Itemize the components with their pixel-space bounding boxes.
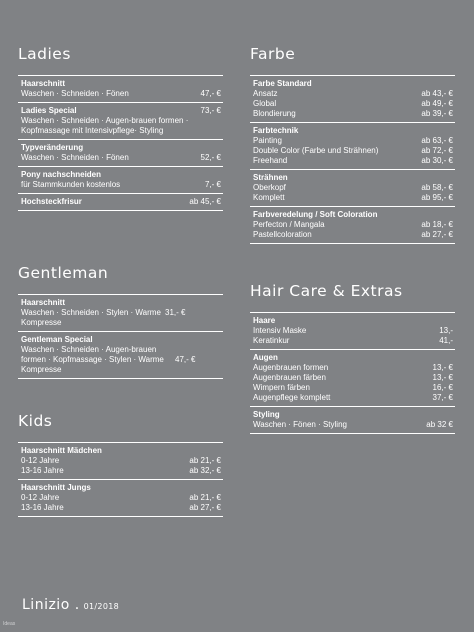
service-description: Waschen · Schneiden · Stylen · Warme Kompresse: [21, 308, 161, 327]
group-title: Farbtechnik: [253, 126, 299, 135]
price-group-farbveredelung: [250, 207, 455, 244]
service-description: Intensiv Maske: [253, 326, 307, 335]
service-description: Pastellcoloration: [253, 230, 312, 239]
service-description: Keratinkur: [253, 336, 290, 345]
group-title: Strähnen: [253, 173, 288, 182]
price-group-ladies-pony: [18, 167, 223, 194]
price: ab 21,- €: [189, 456, 221, 465]
corner-watermark: Ideas: [3, 621, 16, 627]
price: ab 49,- €: [421, 99, 453, 108]
price: ab 32 €: [426, 420, 453, 429]
price-row: [253, 336, 453, 346]
service-description: für Stammkunden kostenlos: [21, 180, 121, 189]
group-title: Augen: [253, 353, 278, 362]
service-description: Blondierung: [253, 109, 296, 118]
price-row: [253, 136, 453, 146]
price: ab 27,- €: [189, 503, 221, 512]
service-description: Double Color (Farbe und Strähnen): [253, 146, 379, 155]
footer-date: 01/2018: [83, 602, 119, 611]
price-row: [253, 146, 453, 156]
service-description: Wimpern färben: [253, 383, 310, 392]
price-row: [21, 456, 221, 466]
price: ab 43,- €: [421, 89, 453, 98]
service-description: 0-12 Jahre: [21, 493, 60, 502]
price: 47,- €: [200, 89, 221, 98]
service-description: 13-16 Jahre: [21, 466, 64, 475]
price-group-kids-jungs: [18, 480, 223, 517]
price: ab 27,- €: [421, 230, 453, 239]
group-title: Ladies Special: [21, 106, 77, 115]
price: ab 63,- €: [421, 136, 453, 145]
service-description: 0-12 Jahre: [21, 456, 60, 465]
service-description: Waschen · Schneiden · Augen-brauen formen · Kopfmassage mit Intensivpflege· Styling: [21, 116, 189, 135]
price: 37,- €: [432, 393, 453, 402]
service-description: Waschen · Fönen · Styling: [253, 420, 347, 429]
group-title: Haarschnitt: [21, 79, 66, 88]
price-row: [21, 493, 221, 503]
price-row: [253, 383, 453, 393]
price-row: [253, 363, 453, 373]
price-group-straehnen: [250, 170, 455, 207]
group-title: Farbe Standard: [253, 79, 312, 88]
price: 13,-: [439, 326, 453, 335]
price: 47,- €: [175, 355, 196, 364]
price-group-ladies-typveraenderung: [18, 140, 223, 167]
section-gentleman: [18, 264, 223, 379]
price: 73,- €: [200, 106, 221, 115]
group-title: Styling: [253, 410, 280, 419]
price-group-ladies-special: [18, 103, 223, 140]
service-description: Ansatz: [253, 89, 278, 98]
section-title-hair-care: Hair Care & Extras: [250, 282, 403, 300]
group-title: Hochsteckfrisur: [21, 197, 82, 206]
price-row: [253, 230, 453, 240]
price-row: [253, 99, 453, 109]
price: ab 45,- €: [189, 197, 221, 206]
service-description: Oberkopf: [253, 183, 286, 192]
price: 13,- €: [432, 363, 453, 372]
section-title-ladies: Ladies: [18, 45, 71, 63]
group-title: Haarschnitt: [21, 298, 66, 307]
section-hair-care: [250, 282, 455, 434]
price-row: [253, 156, 453, 166]
service-description: Komplett: [253, 193, 285, 202]
price-row: [253, 420, 453, 430]
price-row: [253, 393, 453, 403]
price: 52,- €: [200, 153, 221, 162]
service-description: Waschen · Schneiden · Augen-brauen formen · Kopfmassage · Stylen · Warme Kompresse: [21, 345, 164, 374]
service-description: Global: [253, 99, 277, 108]
service-description: 13-16 Jahre: [21, 503, 64, 512]
price-group-ladies-hochsteckfrisur: [18, 194, 223, 211]
service-description: Waschen · Schneiden · Fönen: [21, 89, 129, 98]
service-description: Freehand: [253, 156, 288, 165]
price-row: [21, 308, 221, 328]
group-title: Farbveredelung / Soft Coloration: [253, 210, 378, 219]
price-group-haare: [250, 313, 455, 350]
price-row: [253, 373, 453, 383]
price: 13,- €: [432, 373, 453, 382]
price-row: [253, 109, 453, 119]
price-row: [253, 89, 453, 99]
price-row: [21, 180, 221, 190]
price-group-gentleman-haarschnitt: [18, 295, 223, 332]
price-group-kids-maedchen: [18, 443, 223, 480]
price-row: [253, 326, 453, 336]
section-farbe: [250, 45, 455, 244]
price: 16,- €: [432, 383, 453, 392]
section-title-farbe: Farbe: [250, 45, 296, 63]
price-row: [21, 89, 221, 99]
price-row: [253, 220, 453, 230]
price: ab 18,- €: [421, 220, 453, 229]
price-row: [21, 466, 221, 476]
price: ab 32,- €: [189, 466, 221, 475]
group-title: Haare: [253, 316, 276, 325]
price: ab 95,- €: [421, 193, 453, 202]
group-title: Typveränderung: [21, 143, 84, 152]
section-title-gentleman: Gentleman: [18, 264, 109, 282]
group-title: Pony nachschneiden: [21, 170, 102, 179]
price-row: [253, 193, 453, 203]
service-description: Painting: [253, 136, 282, 145]
price-row: [21, 345, 221, 375]
service-description: Waschen · Schneiden · Fönen: [21, 153, 129, 162]
section-title-kids: Kids: [18, 412, 53, 430]
price: ab 21,- €: [189, 493, 221, 502]
group-title-row: [21, 197, 221, 207]
service-description: Augenpflege komplett: [253, 393, 331, 402]
section-kids: [18, 412, 223, 517]
price-group-farbe-standard: [250, 76, 455, 123]
price-group-gentleman-special: [18, 332, 223, 379]
price-group-augen: [250, 350, 455, 407]
group-title: Gentleman Special: [21, 335, 93, 344]
group-title-row: [21, 106, 221, 116]
price: 31,- €: [165, 308, 186, 317]
price-row: [253, 183, 453, 193]
price: 7,- €: [204, 180, 221, 189]
service-description: Augenbrauen formen: [253, 363, 329, 372]
price-group-ladies-haarschnitt: [18, 76, 223, 103]
group-title: Haarschnitt Mädchen: [21, 446, 102, 455]
brand-name: Linizio .: [22, 597, 80, 613]
section-ladies: [18, 45, 223, 211]
price: ab 72,- €: [421, 146, 453, 155]
price: 41,-: [439, 336, 453, 345]
service-description: Augenbrauen färben: [253, 373, 326, 382]
price-group-farbtechnik: [250, 123, 455, 170]
price-group-styling: [250, 407, 455, 434]
price: ab 30,- €: [421, 156, 453, 165]
service-description: Perfecton / Mangala: [253, 220, 325, 229]
price-row: [21, 503, 221, 513]
group-title: Haarschnitt Jungs: [21, 483, 91, 492]
price-row: [21, 116, 221, 136]
price: ab 58,- €: [421, 183, 453, 192]
price: ab 39,- €: [421, 109, 453, 118]
footer-brand: [22, 597, 119, 613]
price-row: [21, 153, 221, 163]
